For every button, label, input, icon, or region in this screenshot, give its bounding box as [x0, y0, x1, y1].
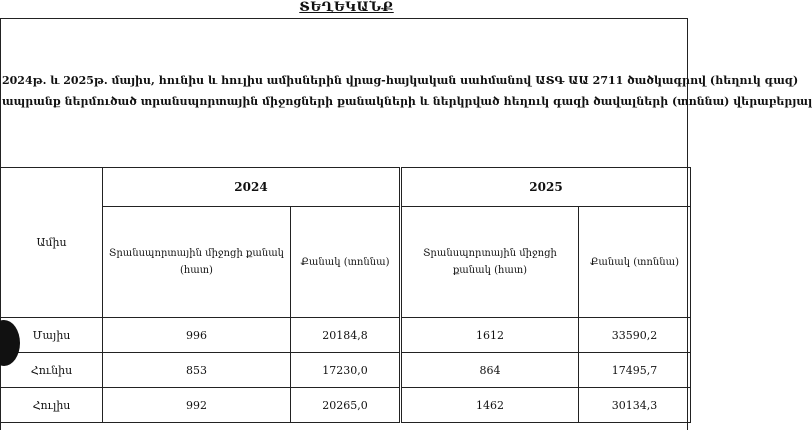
quantity-2025-cell: 33590,2: [579, 318, 691, 353]
month-cell: Հուլիս: [1, 388, 103, 423]
table-row: [1, 353, 691, 388]
year-2024-header: 2024: [103, 168, 401, 207]
vehicles-2024-cell: 992: [103, 388, 291, 423]
month-column-header: Ամիս: [1, 168, 103, 318]
quantity-2024-cell: 20265,0: [291, 388, 401, 423]
quantity-2025-cell: 30134,3: [579, 388, 691, 423]
quantity-2024-header: Քանակ (տոննա): [291, 207, 401, 318]
vehicles-2025-cell: 1462: [401, 388, 579, 423]
sub-header-row: [1, 207, 691, 318]
year-2025-header: 2025: [401, 168, 691, 207]
quantity-2025-header: Քանակ (տոննա): [579, 207, 691, 318]
caption-line-2: ապրանք ներմուծած տրանսպորտային միջոցների քանակների և ներկրված հեղուկ գազի ծավալների (տոննա) վերաբերյալ: [2, 95, 812, 108]
month-cell: Հունիս: [1, 353, 103, 388]
quantity-2024-cell: 20184,8: [291, 318, 401, 353]
vehicles-2024-cell: 996: [103, 318, 291, 353]
table-row: [1, 388, 691, 423]
data-table: [0, 167, 691, 423]
vehicles-2024-cell: 853: [103, 353, 291, 388]
vehicles-2025-cell: 1612: [401, 318, 579, 353]
year-header-row: [1, 168, 691, 207]
quantity-2025-cell: 17495,7: [579, 353, 691, 388]
quantity-2024-cell: 17230,0: [291, 353, 401, 388]
page-title: ՏԵՂԵԿԱՆՔ: [299, 0, 394, 15]
table-row: [1, 318, 691, 353]
vehicles-2025-cell: 864: [401, 353, 579, 388]
month-cell: Մայիս: [1, 318, 103, 353]
table-caption: [2, 70, 812, 112]
vehicles-2025-header: Տրանսպորտային միջոցի քանակ (հատ): [401, 207, 579, 318]
vehicles-2024-header: Տրանսպորտային միջոցի քանակ (հատ): [103, 207, 291, 318]
caption-line-1: 2024թ. և 2025թ. մայիս, հունիս և հուլիս ամիսներին վրաց-հայկական սահմանով ԱՏԳ ԱԱ 2711 ծածկագրով (հեղուկ գազ): [2, 74, 799, 87]
